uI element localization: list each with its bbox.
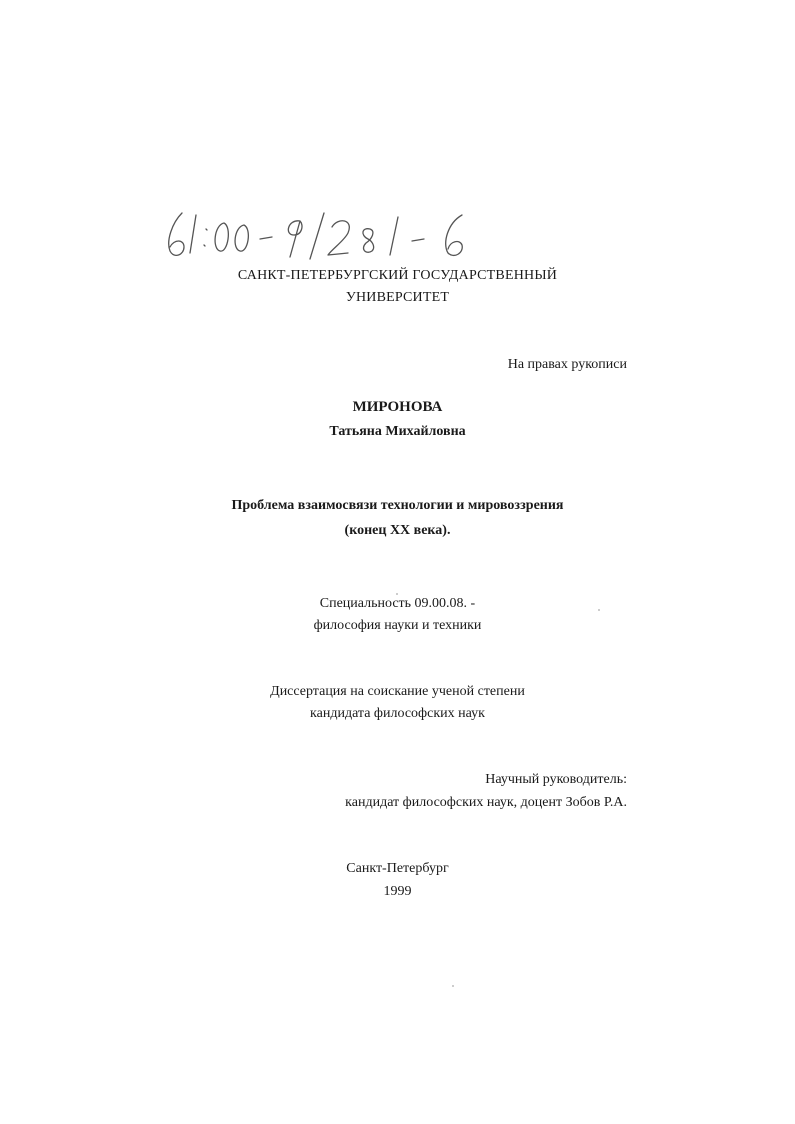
scan-speck	[598, 609, 600, 611]
specialty-code: Специальность 09.00.08. -	[319, 596, 476, 611]
author-given-names: Татьяна Михайловна	[329, 424, 466, 439]
city: Санкт-Петербург	[346, 861, 449, 876]
university-name-line2: УНИВЕРСИТЕТ	[345, 290, 450, 305]
manuscript-note: На правах рукописи	[507, 357, 627, 372]
author-surname: МИРОНОВА	[352, 399, 443, 415]
dissertation-title-line2: (конец XX века).	[344, 523, 451, 538]
supervisor-name: кандидат философских наук, доцент Зобов Р.А.	[345, 795, 627, 810]
scan-speck	[452, 985, 454, 987]
scan-speck	[396, 593, 398, 595]
supervisor-label: Научный руководитель:	[485, 772, 627, 787]
degree-line2: кандидата философских наук	[310, 706, 485, 721]
degree-line1: Диссертация на соискание ученой степени	[270, 684, 525, 699]
handwritten-catalog-mark	[162, 205, 482, 265]
university-name-line1: САНКТ-ПЕТЕРБУРГСКИЙ ГОСУДАРСТВЕННЫЙ	[237, 268, 558, 283]
year: 1999	[383, 884, 412, 899]
specialty-name: философия науки и техники	[313, 618, 482, 633]
dissertation-title-line1: Проблема взаимосвязи технологии и мировоззрения	[231, 498, 564, 513]
